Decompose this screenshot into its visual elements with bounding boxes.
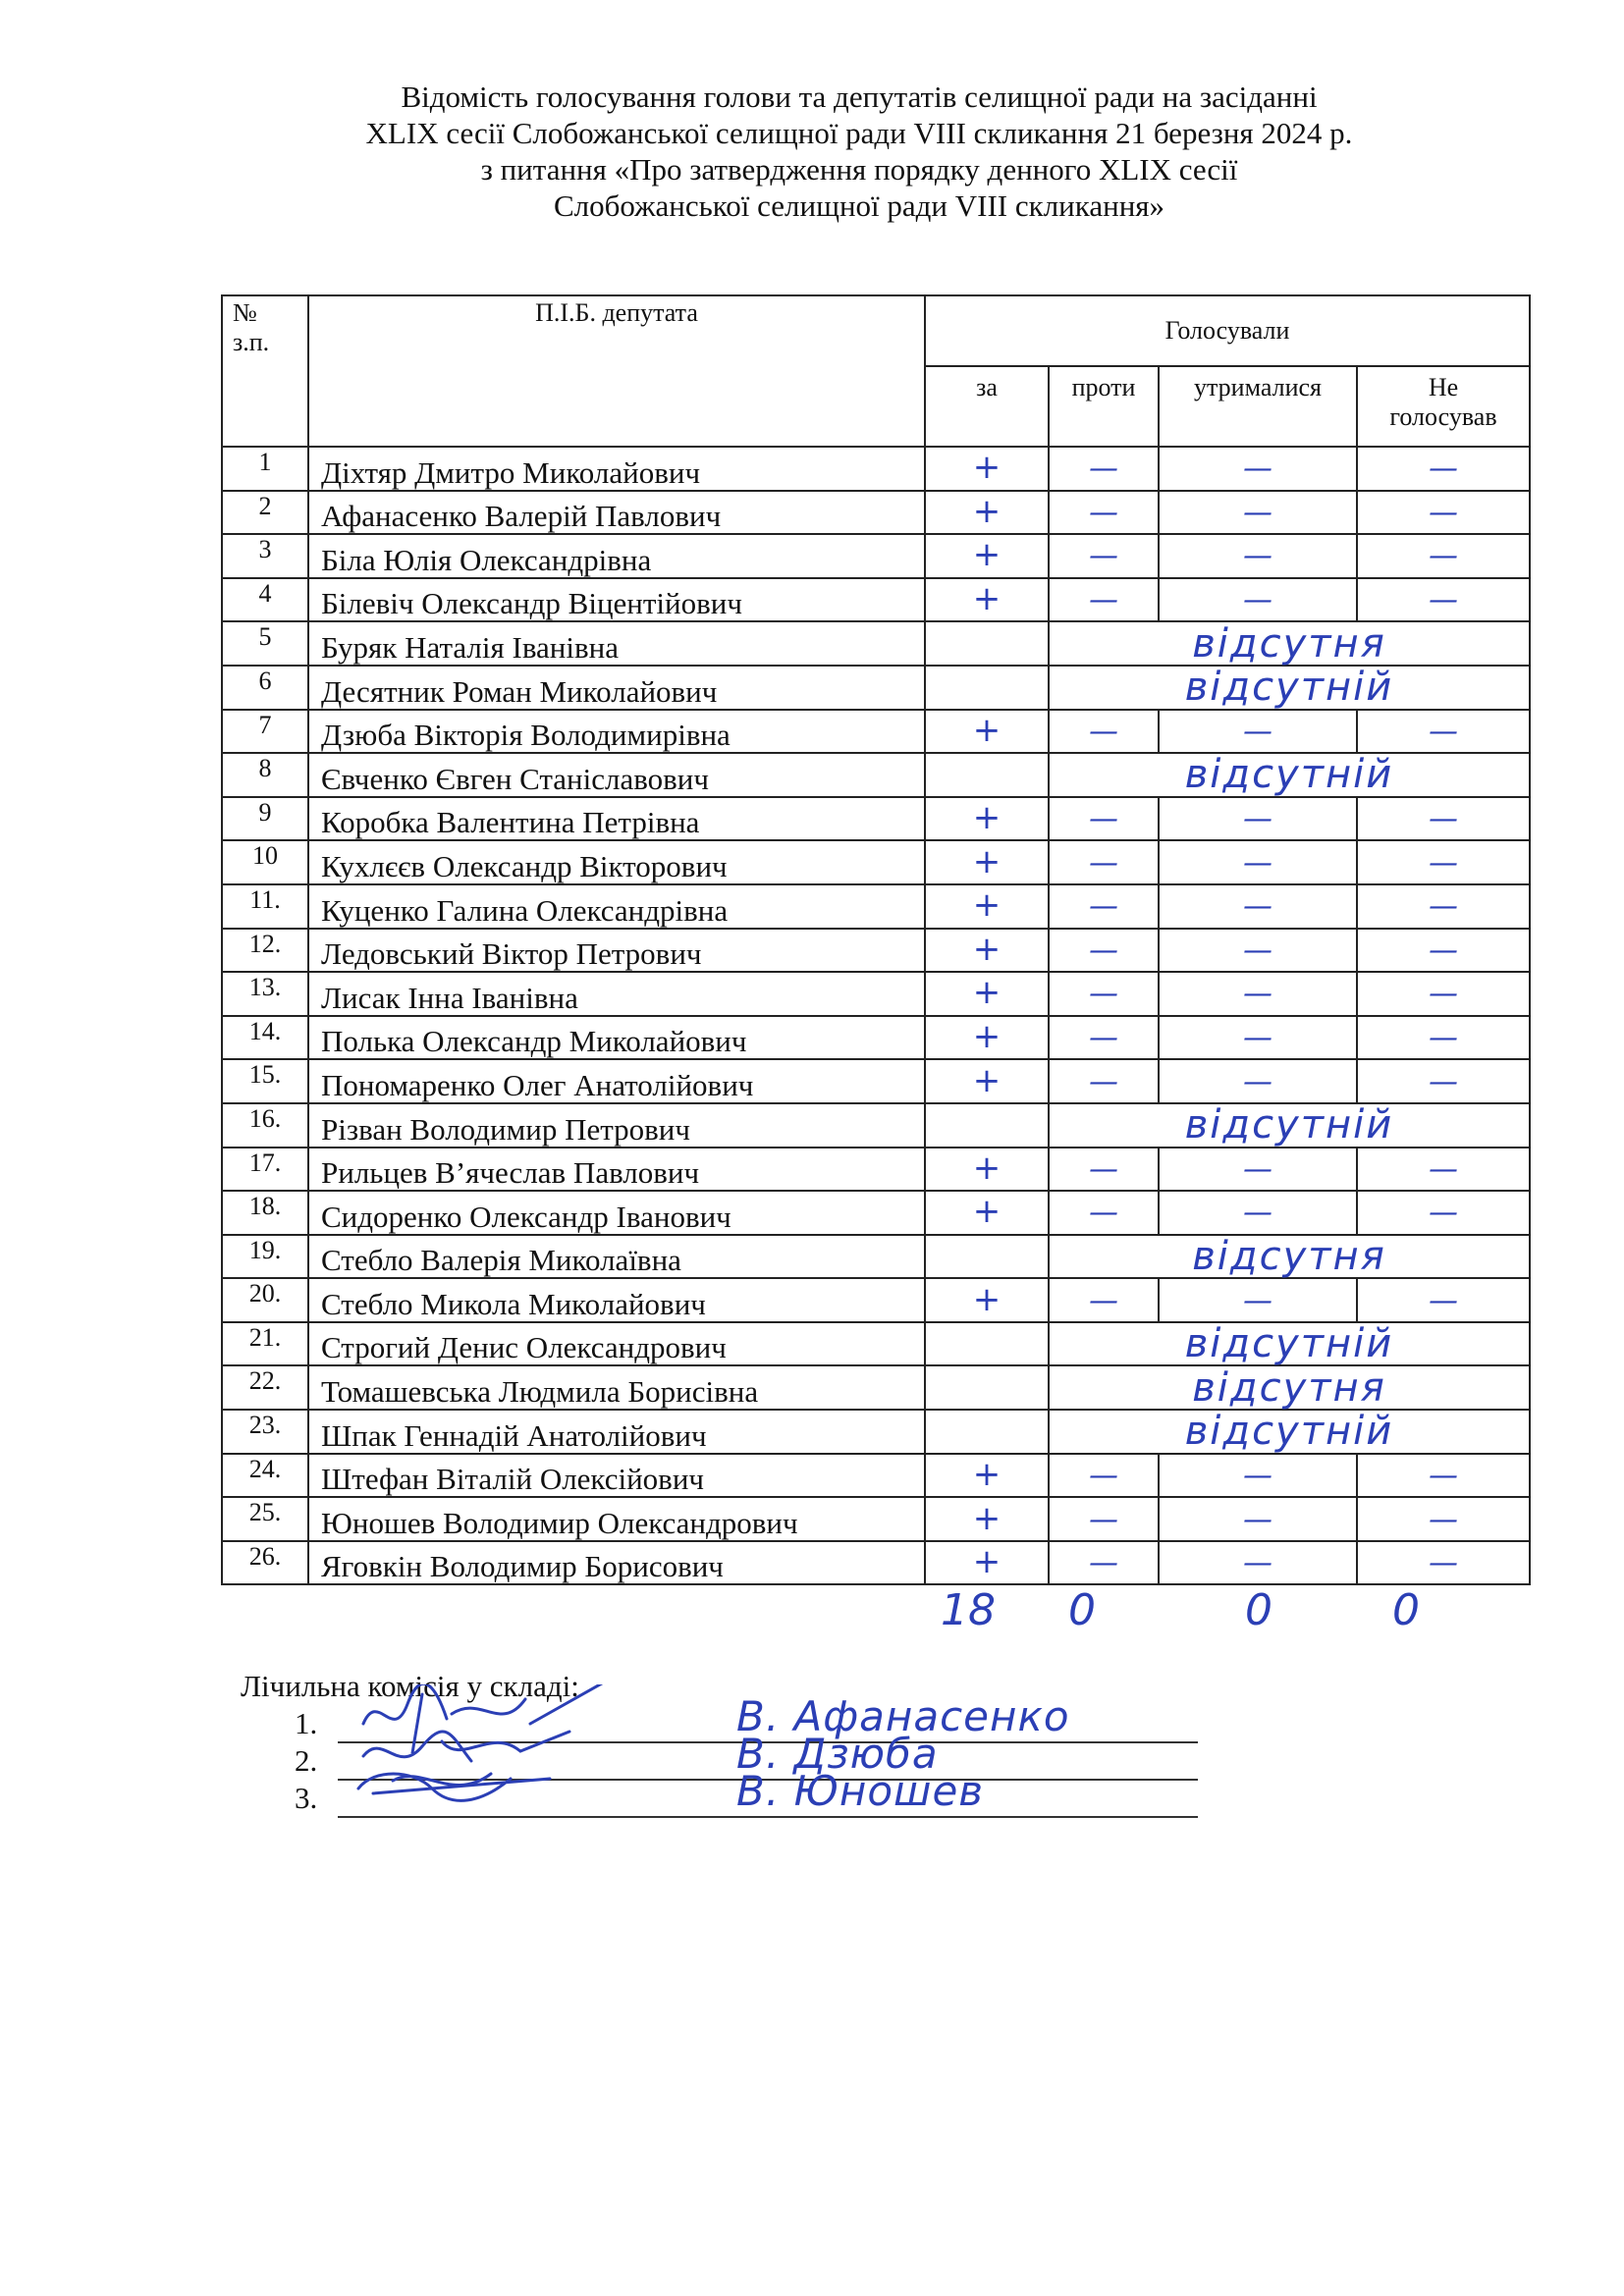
vote-za-mark-cell xyxy=(925,1497,1049,1541)
absent-mark: відсутній xyxy=(1049,666,1530,710)
title-line-3: з питання «Про затвердження порядку денного XLIX сесії xyxy=(480,152,1238,187)
vote-proty-mark-cell xyxy=(1049,710,1159,754)
vote-proty-mark: — xyxy=(1089,802,1118,837)
vote-utr-mark: — xyxy=(1243,452,1272,487)
vote-za-mark: + xyxy=(972,710,1001,750)
vote-za-cell xyxy=(925,1365,1049,1410)
header-proty: проти xyxy=(1049,366,1159,447)
vote-za-mark: + xyxy=(972,973,1001,1013)
deputy-name: Десятник Роман Миколайович xyxy=(308,666,925,710)
handwritten-signature xyxy=(353,1759,628,1828)
vote-za-mark: + xyxy=(972,1454,1001,1494)
vote-proty-mark-cell xyxy=(1049,1454,1159,1498)
table-row xyxy=(222,884,1530,929)
table-row xyxy=(222,621,1530,666)
vote-ne-mark-cell xyxy=(1357,1059,1530,1103)
voting-table xyxy=(221,294,1531,1585)
deputy-name: Строгий Денис Олександрович xyxy=(308,1322,925,1366)
row-number: 23. xyxy=(222,1410,308,1454)
vote-proty-mark-cell xyxy=(1049,797,1159,841)
deputy-name: Юношев Володимир Олександрович xyxy=(308,1497,925,1541)
document-title xyxy=(236,79,1483,224)
row-number: 21. xyxy=(222,1322,308,1366)
vote-utr-mark: — xyxy=(1243,933,1272,968)
total-ne-holosuvav: 0 xyxy=(1392,1585,1420,1635)
vote-ne-mark-cell xyxy=(1357,929,1530,973)
vote-ne-mark: — xyxy=(1429,1196,1458,1231)
title-line-2: XLIX сесії Слобожанської селищної ради VIII скликання 21 березня 2024 р. xyxy=(365,116,1353,150)
deputy-name: Шпак Геннадій Анатолійович xyxy=(308,1410,925,1454)
vote-utr-mark: — xyxy=(1243,802,1272,837)
vote-proty-mark-cell xyxy=(1049,1541,1159,1585)
row-number: 2 xyxy=(222,491,308,535)
absent-mark: відсутній xyxy=(1049,1103,1530,1148)
vote-utr-mark: — xyxy=(1243,539,1272,574)
totals-row xyxy=(0,1585,1624,1644)
vote-ne-mark-cell xyxy=(1357,972,1530,1016)
vote-ne-mark: — xyxy=(1429,977,1458,1012)
vote-ne-mark-cell xyxy=(1357,1497,1530,1541)
vote-utr-mark-cell xyxy=(1159,797,1357,841)
vote-utr-mark-cell xyxy=(1159,929,1357,973)
vote-ne-mark-cell xyxy=(1357,884,1530,929)
vote-za-mark-cell xyxy=(925,1191,1049,1235)
vote-utr-mark: — xyxy=(1243,1064,1272,1099)
deputy-name: Різван Володимир Петрович xyxy=(308,1103,925,1148)
vote-utr-mark-cell xyxy=(1159,534,1357,578)
vote-ne-mark: — xyxy=(1429,1502,1458,1537)
vote-proty-mark-cell xyxy=(1049,929,1159,973)
table-row xyxy=(222,1454,1530,1498)
member-name: В. Афанасенко xyxy=(736,1692,1070,1740)
vote-ne-mark: — xyxy=(1429,1458,1458,1493)
table-row xyxy=(222,710,1530,754)
vote-ne-mark: — xyxy=(1429,1064,1458,1099)
vote-utr-mark-cell xyxy=(1159,578,1357,622)
deputy-name: Яговкін Володимир Борисович xyxy=(308,1541,925,1585)
vote-za-mark: + xyxy=(972,885,1001,926)
vote-za-mark-cell xyxy=(925,929,1049,973)
vote-za-mark-cell xyxy=(925,578,1049,622)
vote-proty-mark: — xyxy=(1089,495,1118,530)
vote-proty-mark: — xyxy=(1089,1151,1118,1187)
deputy-name: Євченко Євген Станіславович xyxy=(308,753,925,797)
vote-ne-mark-cell xyxy=(1357,534,1530,578)
row-number: 26. xyxy=(222,1541,308,1585)
row-number: 24. xyxy=(222,1454,308,1498)
vote-za-mark: + xyxy=(972,579,1001,619)
vote-utr-mark: — xyxy=(1243,977,1272,1012)
header-voted: Голосували xyxy=(925,295,1530,366)
vote-utr-mark: — xyxy=(1243,1502,1272,1537)
vote-za-mark-cell xyxy=(925,1016,1049,1060)
vote-utr-mark: — xyxy=(1243,583,1272,618)
vote-ne-mark: — xyxy=(1429,1021,1458,1056)
vote-proty-mark: — xyxy=(1089,845,1118,881)
vote-za-mark: + xyxy=(972,841,1001,881)
vote-za-mark: + xyxy=(972,491,1001,531)
deputy-name: Стебло Микола Миколайович xyxy=(308,1278,925,1322)
vote-za-mark: + xyxy=(972,1060,1001,1100)
vote-proty-mark-cell xyxy=(1049,1497,1159,1541)
vote-utr-mark-cell xyxy=(1159,491,1357,535)
vote-proty-mark-cell xyxy=(1049,491,1159,535)
vote-za-mark: + xyxy=(972,1498,1001,1538)
row-number: 5 xyxy=(222,621,308,666)
deputy-name: Сидоренко Олександр Іванович xyxy=(308,1191,925,1235)
vote-ne-mark: — xyxy=(1429,452,1458,487)
row-number: 1 xyxy=(222,447,308,491)
table-row xyxy=(222,578,1530,622)
vote-ne-mark: — xyxy=(1429,802,1458,837)
vote-za-mark-cell xyxy=(925,884,1049,929)
deputy-name: Стебло Валерія Миколаївна xyxy=(308,1235,925,1279)
vote-za-mark: + xyxy=(972,798,1001,838)
commission-member-row xyxy=(295,1767,1198,1818)
vote-utr-mark-cell xyxy=(1159,1454,1357,1498)
table-row xyxy=(222,929,1530,973)
vote-ne-mark-cell xyxy=(1357,1191,1530,1235)
vote-za-cell xyxy=(925,666,1049,710)
row-number: 12. xyxy=(222,929,308,973)
row-number: 3 xyxy=(222,534,308,578)
vote-proty-mark: — xyxy=(1089,1021,1118,1056)
vote-ne-mark: — xyxy=(1429,1283,1458,1318)
row-number: 8 xyxy=(222,753,308,797)
total-utrymalysia: 0 xyxy=(1245,1585,1272,1635)
vote-proty-mark-cell xyxy=(1049,1278,1159,1322)
vote-ne-mark: — xyxy=(1429,495,1458,530)
vote-proty-mark: — xyxy=(1089,933,1118,968)
vote-utr-mark-cell xyxy=(1159,447,1357,491)
vote-ne-mark: — xyxy=(1429,714,1458,749)
row-number: 11. xyxy=(222,884,308,929)
table-row xyxy=(222,1016,1530,1060)
counting-commission-label: Лічильна комісія у складі: xyxy=(241,1669,579,1703)
table-row xyxy=(222,1322,1530,1366)
table-row xyxy=(222,1059,1530,1103)
vote-za-cell xyxy=(925,621,1049,666)
absent-mark: відсутній xyxy=(1049,1322,1530,1366)
table-row xyxy=(222,447,1530,491)
deputy-name: Полька Олександр Миколайович xyxy=(308,1016,925,1060)
table-row xyxy=(222,1103,1530,1148)
deputy-name: Білевіч Олександр Віцентійович xyxy=(308,578,925,622)
deputy-name: Лисак Інна Іванівна xyxy=(308,972,925,1016)
vote-za-mark: + xyxy=(972,448,1001,488)
vote-za-mark-cell xyxy=(925,1278,1049,1322)
header-utrymalysia: утрималися xyxy=(1159,366,1357,447)
deputy-name: Буряк Наталія Іванівна xyxy=(308,621,925,666)
header-ne-holosuvav: Не голосував xyxy=(1357,366,1530,447)
vote-za-mark-cell xyxy=(925,447,1049,491)
vote-proty-mark-cell xyxy=(1049,534,1159,578)
row-number: 22. xyxy=(222,1365,308,1410)
vote-za-mark: + xyxy=(972,1279,1001,1319)
total-proty: 0 xyxy=(1068,1585,1096,1635)
vote-utr-mark-cell xyxy=(1159,840,1357,884)
vote-za-mark: + xyxy=(972,535,1001,575)
deputy-name: Томашевська Людмила Борисівна xyxy=(308,1365,925,1410)
vote-za-mark-cell xyxy=(925,1059,1049,1103)
vote-proty-mark: — xyxy=(1089,977,1118,1012)
vote-proty-mark: — xyxy=(1089,1196,1118,1231)
vote-proty-mark: — xyxy=(1089,1546,1118,1581)
vote-za-mark: + xyxy=(972,1192,1001,1232)
member-name: В. Юношев xyxy=(736,1767,985,1815)
vote-ne-mark: — xyxy=(1429,583,1458,618)
vote-ne-mark: — xyxy=(1429,539,1458,574)
vote-za-mark-cell xyxy=(925,1148,1049,1192)
table-row xyxy=(222,1191,1530,1235)
vote-proty-mark: — xyxy=(1089,452,1118,487)
vote-ne-mark-cell xyxy=(1357,1454,1530,1498)
row-number: 13. xyxy=(222,972,308,1016)
vote-ne-mark: — xyxy=(1429,933,1458,968)
vote-utr-mark-cell xyxy=(1159,1148,1357,1192)
vote-proty-mark-cell xyxy=(1049,1148,1159,1192)
vote-za-mark: + xyxy=(972,1017,1001,1057)
vote-utr-mark: — xyxy=(1243,1546,1272,1581)
table-row xyxy=(222,534,1530,578)
vote-ne-mark-cell xyxy=(1357,491,1530,535)
vote-proty-mark-cell xyxy=(1049,840,1159,884)
member-name: В. Дзюба xyxy=(736,1730,939,1778)
table-row xyxy=(222,1235,1530,1279)
vote-utr-mark: — xyxy=(1243,1021,1272,1056)
deputy-name: Біла Юлія Олександрівна xyxy=(308,534,925,578)
vote-utr-mark-cell xyxy=(1159,1016,1357,1060)
vote-proty-mark: — xyxy=(1089,889,1118,925)
title-line-4: Слобожанської селищної ради VIII скликання» xyxy=(553,188,1165,223)
deputy-name: Кухлєєв Олександр Вікторович xyxy=(308,840,925,884)
header-za: за xyxy=(925,366,1049,447)
vote-utr-mark-cell xyxy=(1159,710,1357,754)
table-row xyxy=(222,1497,1530,1541)
member-number: 2. xyxy=(295,1743,318,1778)
vote-utr-mark: — xyxy=(1243,495,1272,530)
row-number: 15. xyxy=(222,1059,308,1103)
member-number: 1. xyxy=(295,1706,318,1740)
header-number: № з.п. xyxy=(222,295,308,447)
row-number: 25. xyxy=(222,1497,308,1541)
vote-proty-mark: — xyxy=(1089,1064,1118,1099)
table-row xyxy=(222,753,1530,797)
table-row xyxy=(222,1278,1530,1322)
vote-za-mark-cell xyxy=(925,710,1049,754)
row-number: 16. xyxy=(222,1103,308,1148)
deputy-name: Штефан Віталій Олексійович xyxy=(308,1454,925,1498)
vote-za-mark-cell xyxy=(925,1454,1049,1498)
row-number: 4 xyxy=(222,578,308,622)
vote-ne-mark: — xyxy=(1429,889,1458,925)
absent-mark: відсутня xyxy=(1049,1365,1530,1410)
vote-za-mark: + xyxy=(972,1148,1001,1188)
vote-za-mark: + xyxy=(972,929,1001,969)
vote-proty-mark: — xyxy=(1089,1502,1118,1537)
vote-utr-mark-cell xyxy=(1159,1278,1357,1322)
deputy-name: Рильцев В’ячеслав Павлович xyxy=(308,1148,925,1192)
table-row xyxy=(222,797,1530,841)
vote-proty-mark: — xyxy=(1089,539,1118,574)
vote-utr-mark-cell xyxy=(1159,1191,1357,1235)
vote-utr-mark-cell xyxy=(1159,1541,1357,1585)
vote-utr-mark: — xyxy=(1243,1283,1272,1318)
deputy-name: Дзюба Вікторія Володимирівна xyxy=(308,710,925,754)
vote-za-mark-cell xyxy=(925,797,1049,841)
row-number: 20. xyxy=(222,1278,308,1322)
vote-za-cell xyxy=(925,1103,1049,1148)
deputy-name: Афанасенко Валерій Павлович xyxy=(308,491,925,535)
deputy-name: Пономаренко Олег Анатолійович xyxy=(308,1059,925,1103)
total-za: 18 xyxy=(941,1585,996,1635)
row-number: 10 xyxy=(222,840,308,884)
vote-ne-mark-cell xyxy=(1357,840,1530,884)
vote-proty-mark: — xyxy=(1089,714,1118,749)
vote-ne-mark-cell xyxy=(1357,578,1530,622)
vote-ne-mark: — xyxy=(1429,1151,1458,1187)
table-row xyxy=(222,1148,1530,1192)
vote-proty-mark: — xyxy=(1089,1458,1118,1493)
row-number: 17. xyxy=(222,1148,308,1192)
vote-za-mark-cell xyxy=(925,534,1049,578)
row-number: 19. xyxy=(222,1235,308,1279)
vote-utr-mark-cell xyxy=(1159,1497,1357,1541)
vote-utr-mark: — xyxy=(1243,1196,1272,1231)
vote-utr-mark-cell xyxy=(1159,1059,1357,1103)
title-line-1: Відомість голосування голови та депутатів селищної ради на засіданні xyxy=(401,80,1318,114)
table-row xyxy=(222,1410,1530,1454)
vote-proty-mark-cell xyxy=(1049,578,1159,622)
vote-utr-mark: — xyxy=(1243,889,1272,925)
vote-za-cell xyxy=(925,1322,1049,1366)
vote-za-mark-cell xyxy=(925,972,1049,1016)
vote-ne-mark-cell xyxy=(1357,447,1530,491)
vote-za-mark-cell xyxy=(925,491,1049,535)
deputy-name: Діхтяр Дмитро Миколайович xyxy=(308,447,925,491)
vote-utr-mark: — xyxy=(1243,714,1272,749)
table-row xyxy=(222,1541,1530,1585)
vote-proty-mark-cell xyxy=(1049,972,1159,1016)
vote-utr-mark: — xyxy=(1243,845,1272,881)
table-row xyxy=(222,972,1530,1016)
row-number: 14. xyxy=(222,1016,308,1060)
table-row xyxy=(222,840,1530,884)
vote-utr-mark: — xyxy=(1243,1458,1272,1493)
row-number: 18. xyxy=(222,1191,308,1235)
vote-ne-mark-cell xyxy=(1357,1016,1530,1060)
member-number: 3. xyxy=(295,1781,318,1815)
vote-proty-mark-cell xyxy=(1049,1191,1159,1235)
vote-proty-mark-cell xyxy=(1049,884,1159,929)
row-number: 9 xyxy=(222,797,308,841)
vote-ne-mark-cell xyxy=(1357,1148,1530,1192)
deputy-name: Коробка Валентина Петрівна xyxy=(308,797,925,841)
vote-proty-mark: — xyxy=(1089,583,1118,618)
table-row xyxy=(222,1365,1530,1410)
table-row xyxy=(222,666,1530,710)
vote-proty-mark-cell xyxy=(1049,1016,1159,1060)
absent-mark: відсутній xyxy=(1049,753,1530,797)
absent-mark: відсутній xyxy=(1049,1410,1530,1454)
vote-za-cell xyxy=(925,1235,1049,1279)
vote-ne-mark-cell xyxy=(1357,1541,1530,1585)
deputy-name: Куценко Галина Олександрівна xyxy=(308,884,925,929)
vote-proty-mark-cell xyxy=(1049,1059,1159,1103)
vote-utr-mark-cell xyxy=(1159,884,1357,929)
vote-utr-mark: — xyxy=(1243,1151,1272,1187)
vote-za-mark-cell xyxy=(925,1541,1049,1585)
header-deputy-name: П.І.Б. депутата xyxy=(308,295,925,447)
absent-mark: відсутня xyxy=(1049,1235,1530,1279)
vote-za-mark-cell xyxy=(925,840,1049,884)
vote-ne-mark: — xyxy=(1429,1546,1458,1581)
row-number: 7 xyxy=(222,710,308,754)
row-number: 6 xyxy=(222,666,308,710)
vote-ne-mark-cell xyxy=(1357,797,1530,841)
vote-ne-mark-cell xyxy=(1357,1278,1530,1322)
table-row xyxy=(222,491,1530,535)
deputy-name: Ледовський Віктор Петрович xyxy=(308,929,925,973)
vote-za-cell xyxy=(925,1410,1049,1454)
vote-proty-mark: — xyxy=(1089,1283,1118,1318)
vote-za-mark: + xyxy=(972,1542,1001,1582)
vote-utr-mark-cell xyxy=(1159,972,1357,1016)
absent-mark: відсутня xyxy=(1049,621,1530,666)
vote-ne-mark: — xyxy=(1429,845,1458,881)
vote-ne-mark-cell xyxy=(1357,710,1530,754)
vote-za-cell xyxy=(925,753,1049,797)
vote-proty-mark-cell xyxy=(1049,447,1159,491)
